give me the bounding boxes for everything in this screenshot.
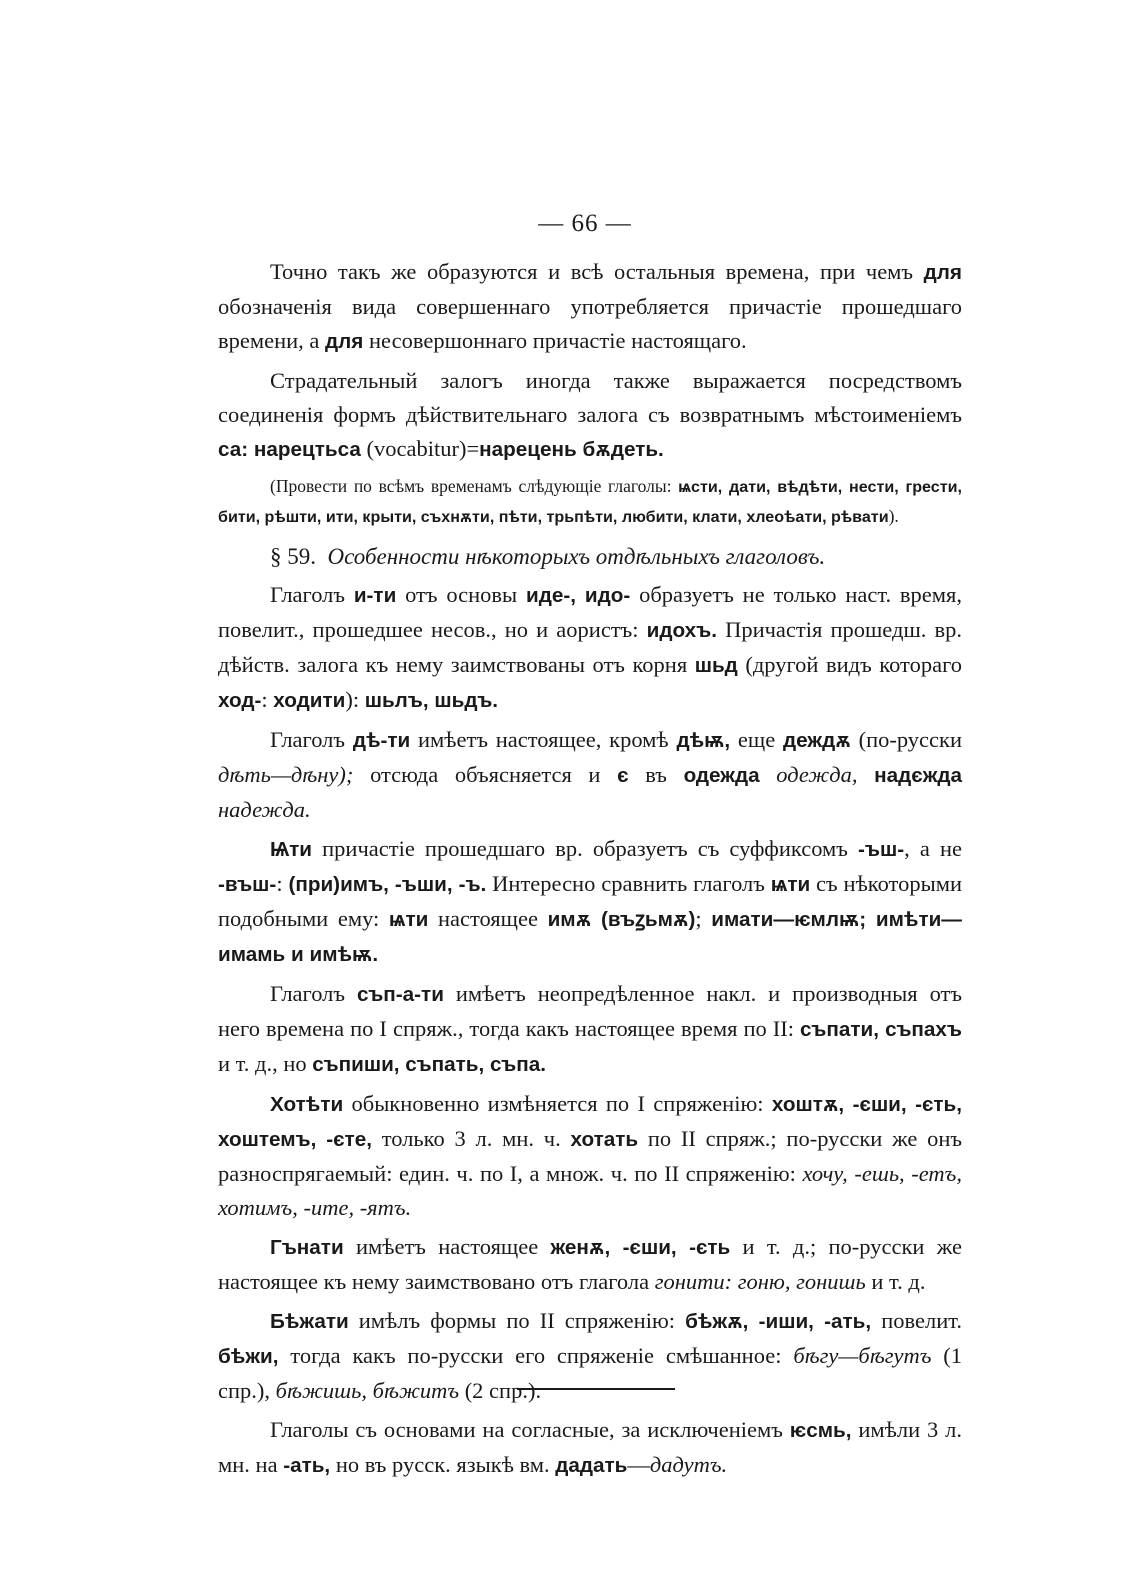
paragraph-bezhati: Бѣжати имѣлъ формы по II спряженію: бѣжѫ, -иши, -ать, повелит. бѣжи, тогда какъ по-русски его спряженіе смѣшанное: бѣгу—бѣгутъ (1 спр.), бѣжишь, бѣжитъ (2 спр.). <box>218 1308 963 1403</box>
section-title: Особенности нѣкоторыхъ отдѣльныхъ глаголовъ. <box>327 544 826 569</box>
paragraph-yati: Ѩти причастіе прошедшаго вр. образуетъ съ суффиксомъ -ъш-, а не -въш-: (при)имъ, -ъши, -ъ. Интересно сравнить глаголъ ѩти съ нѣкоторыми подобными ему: ѩти настоящее имѫ (въꙁьмѫ); имати—ѥмлѭ; имѣти—имамь и имѣѭ. <box>218 836 963 966</box>
section-number: § 59. <box>270 544 316 569</box>
paragraph-1: Точно такъ же образуются и всѣ остальныя времена, при чемъ для обозначенія вида совершеннаго употребляется причастіе прошедшаго времени, а для несовершоннаго причастіе настоящаго. <box>218 259 962 353</box>
paragraph-2: Страдательный залогъ иногда также выражается посредствомъ соединенія формъ дѣйствительнаго залога съ возвратнымъ мѣстоименіемъ са: нарецтьса (vocabitur)=нарецень бѫдеть. <box>218 368 962 461</box>
paragraph-gnati: Гънати имѣетъ настоящее женѫ, -єши, -єть и т. д.; по-русски же настоящее къ нему заимствовано отъ глагола гонити: гоню, гонишь и т. д. <box>218 1234 962 1294</box>
paragraph-khoteti: Хотѣти обыкновенно измѣняется по I спряженію: хоштѫ, -єши, -єть, хоштемъ, -єте, только 3 л. мн. ч. хотать по II спряж.; по-русски же онъ разноспрягаемый: един. ч. по I, а множ. ч. по II спряженію: хочу, -ешь, -етъ, хотимъ, -ите, -ятъ. <box>218 1091 963 1220</box>
paragraph-deti: Глаголъ дѣ-ти имѣетъ настоящее, кромѣ дѣѭ, еще деждѫ (по-русски дѣть—дѣну); отсюда объясняется и є въ одеждa одежда, надєжда надежда. <box>218 727 963 822</box>
page-body <box>218 255 962 1488</box>
end-rule <box>517 1388 675 1390</box>
section-heading <box>218 540 962 574</box>
paragraph-iti: Глаголъ и-ти отъ основы иде-, идо- образуетъ не только наст. время, повелит., прошедшее несов., но и аористъ: идохъ. Причастія прошедш. вр. дѣйств. залога къ нему заимствованы отъ корня шьд (другой видъ котораго ход-: ходити): шьлъ, шьдъ. <box>218 582 963 712</box>
exercise-note: (Провести по всѣмъ временамъ слѣдующіе глаголы: ѩсти, дати, вѣдѣти, нести, грести, бити, рѣшти, ити, крыти, съхнѫти, пѣти, трьпѣти, любити, клати, хлеоѣати, рѣвати). <box>218 476 962 526</box>
paragraph-consonant-stems: Глаголы съ основами на согласные, за исключеніемъ ѥсмь, имѣли 3 л. мн. на -ать, но въ русск. языкѣ вм. дадать—дадутъ. <box>218 1417 963 1477</box>
page-number: — 66 — <box>538 210 632 237</box>
paragraph-sapati: Глаголъ съп-а-ти имѣетъ неопредѣленное накл. и производныя отъ него времена по I спряж., тогда какъ настоящее время по II: съпати, съпахъ и т. д., но съпиши, съпать, съпа. <box>218 981 963 1076</box>
